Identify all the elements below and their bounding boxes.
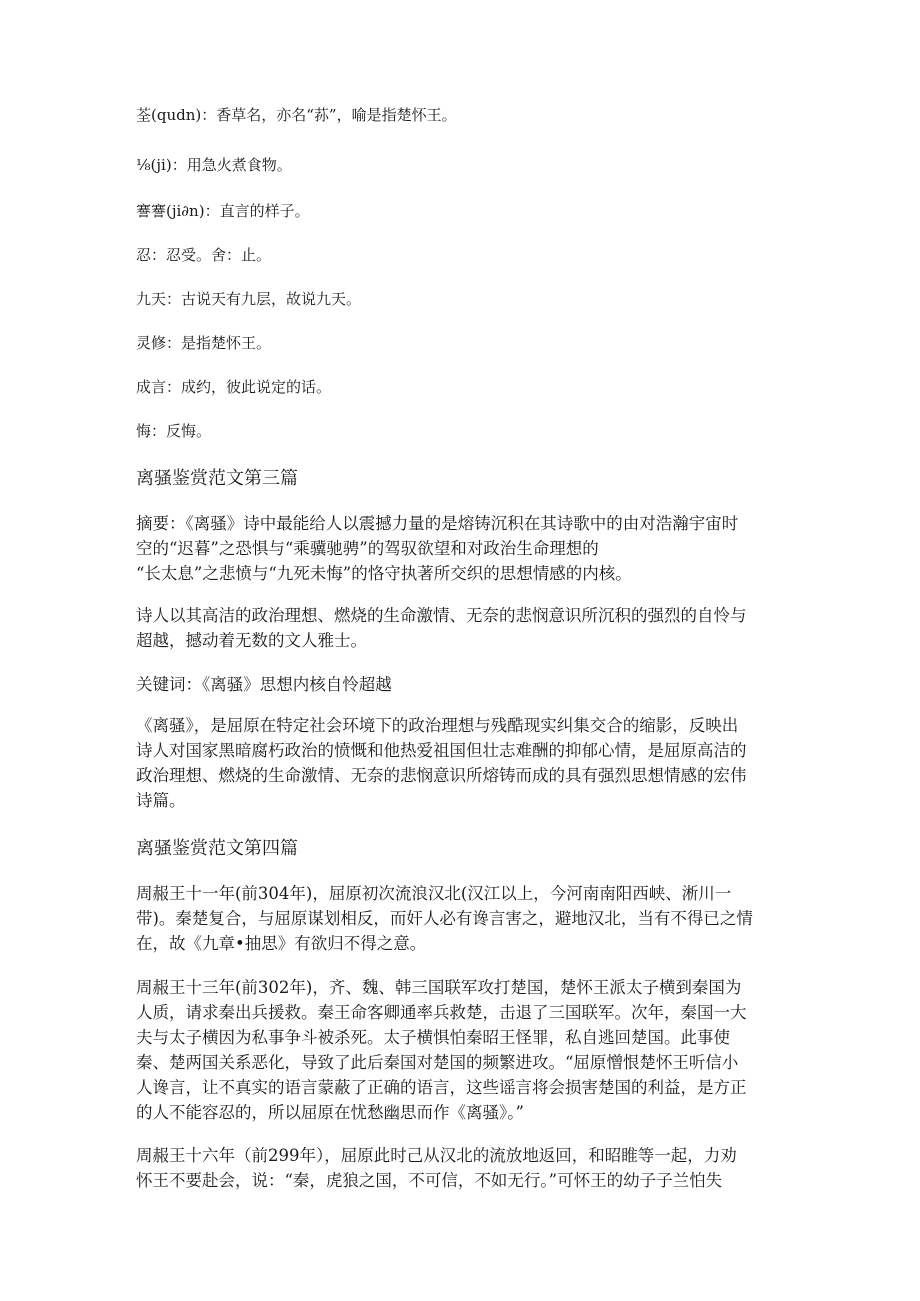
paragraph-line: 诗人对国家黑暗腐朽政治的愤慨和他热爱祖国但壮志难酬的抑郁心情，是屈原高洁的 xyxy=(136,741,747,760)
paragraph-line: 在，故《九章•抽思》有欲归不得之意。 xyxy=(136,934,427,953)
paragraph-line: “长太息”之悲愤与“九死未悔”的恪守执著所交织的思想情感的内核。 xyxy=(136,564,632,583)
paragraph-line: 周赧王十三年(前302年)，齐、魏、韩三国联军攻打楚国，楚怀王派太子横到秦国为 xyxy=(136,978,742,997)
paragraph-line: 诗人以其高洁的政治理想、燃烧的生命激情、无奈的悲悯意识所沉积的强烈的自怜与 xyxy=(136,606,747,625)
paragraph-line: 怀王不要赴会，说：“秦，虎狼之国，不可信，不如无行。”可怀王的幼子子兰怕失 xyxy=(136,1171,723,1190)
note-line: 悔：反悔。 xyxy=(136,422,212,440)
paragraph-line: 空的“迟暮”之恐惧与“乘骥驰骋”的驾驭欲望和对政治生命理想的 xyxy=(136,539,599,558)
paragraph-line: 周赧王十一年(前304年)，屈原初次流浪汉北(汉江以上，今河南南阳西峡、淅川一 xyxy=(136,884,732,903)
keywords-line: 关键词：《离骚》思想内核自怜超越 xyxy=(136,675,392,694)
paragraph-line: 政治理想、燃烧的生命激情、无奈的悲悯意识所熔铸而成的具有强烈思想情感的宏伟 xyxy=(136,766,747,785)
note-line: 忍：忍受。舍：止。 xyxy=(136,246,272,264)
paragraph-line: 夫与太子横因为私事争斗被杀死。太子横惧怕秦昭王怪罪，私自逃回楚国。此事使 xyxy=(136,1028,730,1047)
section-title: 离骚鉴赏范文第三篇 xyxy=(136,468,298,489)
note-line: ⅛(ji)：用急火煮食物。 xyxy=(136,156,292,174)
section-title: 离骚鉴赏范文第四篇 xyxy=(136,838,298,859)
paragraph-line: 超越，撼动着无数的文人雅士。 xyxy=(136,631,367,650)
note-line: 成言：成约，彼此说定的话。 xyxy=(136,378,332,396)
paragraph-line: 人质，请求秦出兵援救。秦王命客卿通率兵救楚，击退了三国联军。次年，秦国一大 xyxy=(136,1003,747,1022)
paragraph-line: 秦、楚两国关系恶化，导致了此后秦国对楚国的频繁进攻。“屈原憎恨楚怀王听信小 xyxy=(136,1053,739,1072)
paragraph-line: 《离骚》，是屈原在特定社会环境下的政治理想与残酷现实纠集交合的缩影，反映出 xyxy=(136,716,739,735)
paragraph-line: 摘要：《离骚》诗中最能给人以震撼力量的是熔铸沉积在其诗歌中的由对浩瀚宇宙时 xyxy=(136,514,739,533)
note-line: 荃(qudn)：香草名，亦名“荪”，喻是指楚怀王。 xyxy=(136,106,457,124)
note-line: 九天：古说天有九层，故说九天。 xyxy=(136,290,362,308)
note-line: 謇謇(ji∂n)：直言的样子。 xyxy=(136,202,310,220)
paragraph-line: 带)。秦楚复合，与屈原谋划相反，而奸人必有谗言害之，避地汉北，当有不得已之情 xyxy=(136,909,753,928)
paragraph-line: 诗篇。 xyxy=(136,791,186,810)
paragraph-line: 人谗言，让不真实的语言蒙蔽了正确的语言，这些谣言将会损害楚国的利益，是方正 xyxy=(136,1078,747,1097)
paragraph-line: 的人不能容忍的，所以屈原在忧愁幽思而作《离骚》。” xyxy=(136,1103,524,1122)
note-line: 灵修：是指楚怀王。 xyxy=(136,334,272,352)
paragraph-line: 周赧王十六年（前299年），屈原此时己从汉北的流放地返回，和昭睢等一起，力劝 xyxy=(136,1146,737,1165)
